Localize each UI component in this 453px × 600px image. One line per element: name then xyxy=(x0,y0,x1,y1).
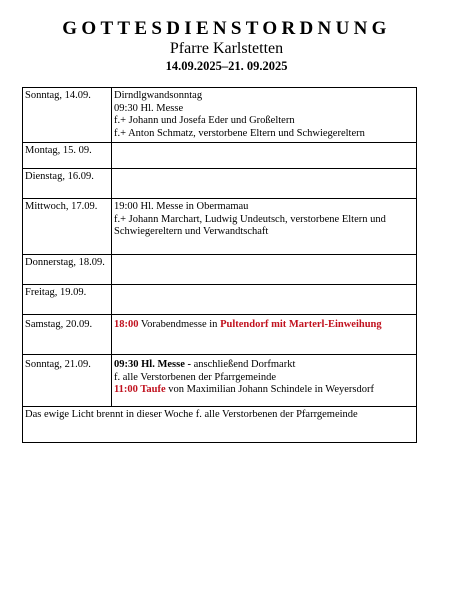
day-cell: Sonntag, 21.09. xyxy=(23,355,112,407)
footer-row xyxy=(23,407,417,443)
service-line xyxy=(114,372,414,385)
service-text: f.+ Johann Marchart, Ludwig Undeutsch, verstorbene Eltern und Schwiegereltern und Verwandtschaft xyxy=(114,213,386,237)
service-text: 09:30 Hl. Messe xyxy=(114,102,184,114)
schedule-table xyxy=(22,87,417,443)
parish-name: Pfarre Karlstetten xyxy=(169,40,284,57)
date-range: 14.09.2025–21. 09.2025 xyxy=(165,59,288,73)
services-cell xyxy=(112,169,417,199)
services-cell xyxy=(112,315,417,355)
schedule-row xyxy=(23,255,417,285)
services-cell xyxy=(112,143,417,169)
schedule-row xyxy=(23,169,417,199)
service-text: 11:00 Taufe xyxy=(114,384,166,395)
schedule-body xyxy=(23,88,417,443)
service-line xyxy=(114,214,414,239)
service-text: Vorabendmesse in xyxy=(138,319,221,330)
service-line xyxy=(114,319,414,332)
services-cell xyxy=(112,88,417,143)
service-line xyxy=(114,384,414,397)
service-line xyxy=(114,201,414,214)
services-cell xyxy=(112,199,417,255)
service-text: 09:30 Hl. Messe - xyxy=(114,359,191,370)
day-cell: Freitag, 19.09. xyxy=(23,285,112,315)
schedule-row xyxy=(23,88,417,143)
page-title: GOTTESDIENSTORDNUNG xyxy=(62,18,391,39)
day-cell: Donnerstag, 18.09. xyxy=(23,255,112,285)
service-text: f.+ Johann und Josefa Eder und Großeltern xyxy=(114,115,295,126)
services-cell xyxy=(112,255,417,285)
service-text: von Maximilian Johann Schindele in Weyersdorf xyxy=(165,384,374,395)
service-text: f. alle Verstorbenen der Pfarrgemeinde xyxy=(114,371,277,383)
service-text: Dirndlgwandsonntag xyxy=(114,90,203,101)
service-text: Pultendorf mit Marterl-Einweihung xyxy=(220,319,382,330)
service-line xyxy=(114,128,414,141)
services-cell xyxy=(112,285,417,315)
schedule-row xyxy=(23,199,417,255)
footer-note: Das ewige Licht brennt in dieser Woche f. alle Verstorbenen der Pfarrgemeinde xyxy=(23,407,417,443)
service-text: f.+ Anton Schmatz, verstorbene Eltern und Schwiegereltern xyxy=(114,127,365,139)
schedule-row xyxy=(23,355,417,407)
service-text: 18:00 xyxy=(114,319,139,330)
service-line xyxy=(114,90,414,103)
day-cell: Dienstag, 16.09. xyxy=(23,169,112,199)
service-line xyxy=(114,103,414,116)
schedule-row xyxy=(23,315,417,355)
service-line xyxy=(114,359,414,372)
schedule-row xyxy=(23,285,417,315)
day-cell: Montag, 15. 09. xyxy=(23,143,112,169)
schedule-row xyxy=(23,143,417,169)
service-line xyxy=(114,115,414,128)
day-cell: Samstag, 20.09. xyxy=(23,315,112,355)
header xyxy=(0,18,453,74)
day-cell: Mittwoch, 17.09. xyxy=(23,199,112,255)
service-text: anschließend Dorfmarkt xyxy=(190,359,296,370)
service-text: 19:00 Hl. Messe in Obermamau xyxy=(114,201,249,212)
day-cell: Sonntag, 14.09. xyxy=(23,88,112,143)
services-cell xyxy=(112,355,417,407)
